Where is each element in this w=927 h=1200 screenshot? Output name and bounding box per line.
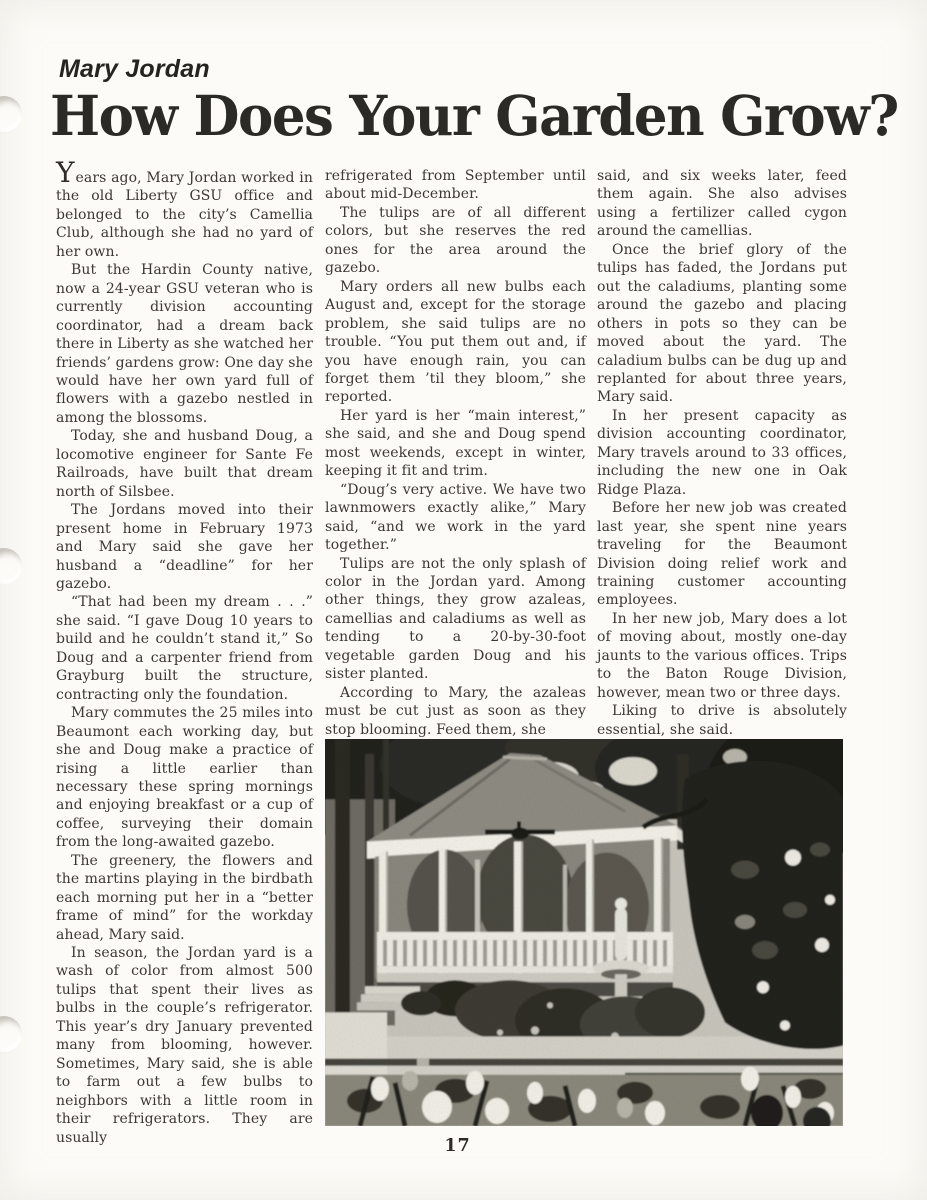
paragraph: In her present capacity as division accounting coordinator, Mary travels around to 33 offices, including the new one in Oak Ridge Plaza. xyxy=(597,407,847,498)
byline: Mary Jordan xyxy=(59,55,210,83)
paragraph: said, and six weeks later, feed them again. She also advises using a fertilizer called cygon around the camellias. xyxy=(597,168,847,240)
paragraph: Today, she and husband Doug, a locomotive engineer for Sante Fe Railroads, have built that dream north of Silsbee. xyxy=(56,428,313,500)
punch-hole-top xyxy=(0,96,22,132)
article-column-3 xyxy=(597,167,847,739)
paragraph: Tulips are not the only splash of color in the Jordan yard. Among other things, they grow azaleas, camellias and caladiums as well as tending to a 20-by-30-foot vegetable garden Doug and his sister planted. xyxy=(325,555,586,683)
photo-grain xyxy=(325,739,843,1126)
paragraph: Mary orders all new bulbs each August and, except for the storage problem, she said tulips are no trouble. “You put them out and, if you have enough rain, you can forget them ’til they bloom,” she reported. xyxy=(325,278,586,406)
paragraph: “Doug’s very active. We have two lawnmowers exactly alike,” Mary said, “and we work in the yard together.” xyxy=(325,481,586,554)
paragraph: “That had been my dream . . .” she said. “I gave Doug 10 years to build and he couldn’t stand it,” So Doug and a carpenter friend from Grayburg built the structure, contracting only the foundation. xyxy=(56,594,313,703)
paragraph: Once the brief glory of the tulips has faded, the Jordans put out the caladiums, planting some around the gazebo and placing others in pots so they can be moved about the yard. The caladium bulbs can be dug up and replanted for about three years, Mary said. xyxy=(597,241,847,406)
paragraph: Before her new job was created last year, she spent nine years traveling for the Beaumont Division doing relief work and training customer accounting employees. xyxy=(597,500,847,609)
punch-hole-bottom xyxy=(0,1016,22,1052)
paragraph: The Jordans moved into their present home in February 1973 and Mary said she gave her husband a “deadline” for her gazebo. xyxy=(56,502,313,592)
paragraph: Liking to drive is absolutely essential, she said. xyxy=(597,703,847,738)
paragraph: The greenery, the flowers and the martins playing in the birdbath each morning put her in a “better frame of mind” for the workday ahead, Mary said. xyxy=(56,852,313,943)
paragraph: refrigerated from September until about mid-December. xyxy=(325,168,586,203)
paragraph: The tulips are of all different colors, but she reserves the red ones for the area around the gazebo. xyxy=(325,204,586,277)
punch-hole-middle xyxy=(0,548,22,584)
paragraph: Mary commutes the 25 miles into Beaumont each working day, but she and Doug make a practice of rising a little earlier than necessary these spring mornings and enjoying breakfast or a cup of coffee, surveying their domain from the long-awaited gazebo. xyxy=(56,705,313,851)
article-column-2 xyxy=(325,167,586,739)
paragraph: But the Hardin County native, now a 24-year GSU veteran who is currently division accounting coordinator, had a dream back there in Liberty as she watched her friends’ gardens grow: One day she would have her own yard full of flowers with a gazebo nestled in among the blossoms. xyxy=(56,262,313,426)
gazebo-photo-image xyxy=(325,739,843,1126)
gazebo-garden-photo xyxy=(325,739,843,1126)
page-number: 17 xyxy=(444,1136,471,1156)
paragraph: Years ago, Mary Jordan worked in the old Liberty GSU office and belonged to the city’s Camellia Club, although she had no yard of her own. xyxy=(56,156,313,260)
paragraph: In season, the Jordan yard is a wash of color from almost 500 tulips that spent their lives as bulbs in the couple’s refrigerator. This year’s dry January prevented many from blooming, however. Sometimes, Mary said, she is able to farm out a few bulbs to neighbors with a little room in their refrigerators. They are usually xyxy=(56,945,313,1146)
paragraph: According to Mary, the azaleas must be cut just as soon as they stop blooming. Feed them, she xyxy=(325,684,586,738)
headline: How Does Your Garden Grow? xyxy=(50,84,898,149)
article-column-1 xyxy=(56,156,313,1147)
paragraph: In her new job, Mary does a lot of moving about, mostly one-day jaunts to the various offices. Trips to the Baton Rouge Division, however, mean two or three days. xyxy=(597,610,847,701)
paragraph: Her yard is her “main interest,” she said, and she and Doug spend most weekends, except in winter, keeping it fit and trim. xyxy=(325,407,586,480)
